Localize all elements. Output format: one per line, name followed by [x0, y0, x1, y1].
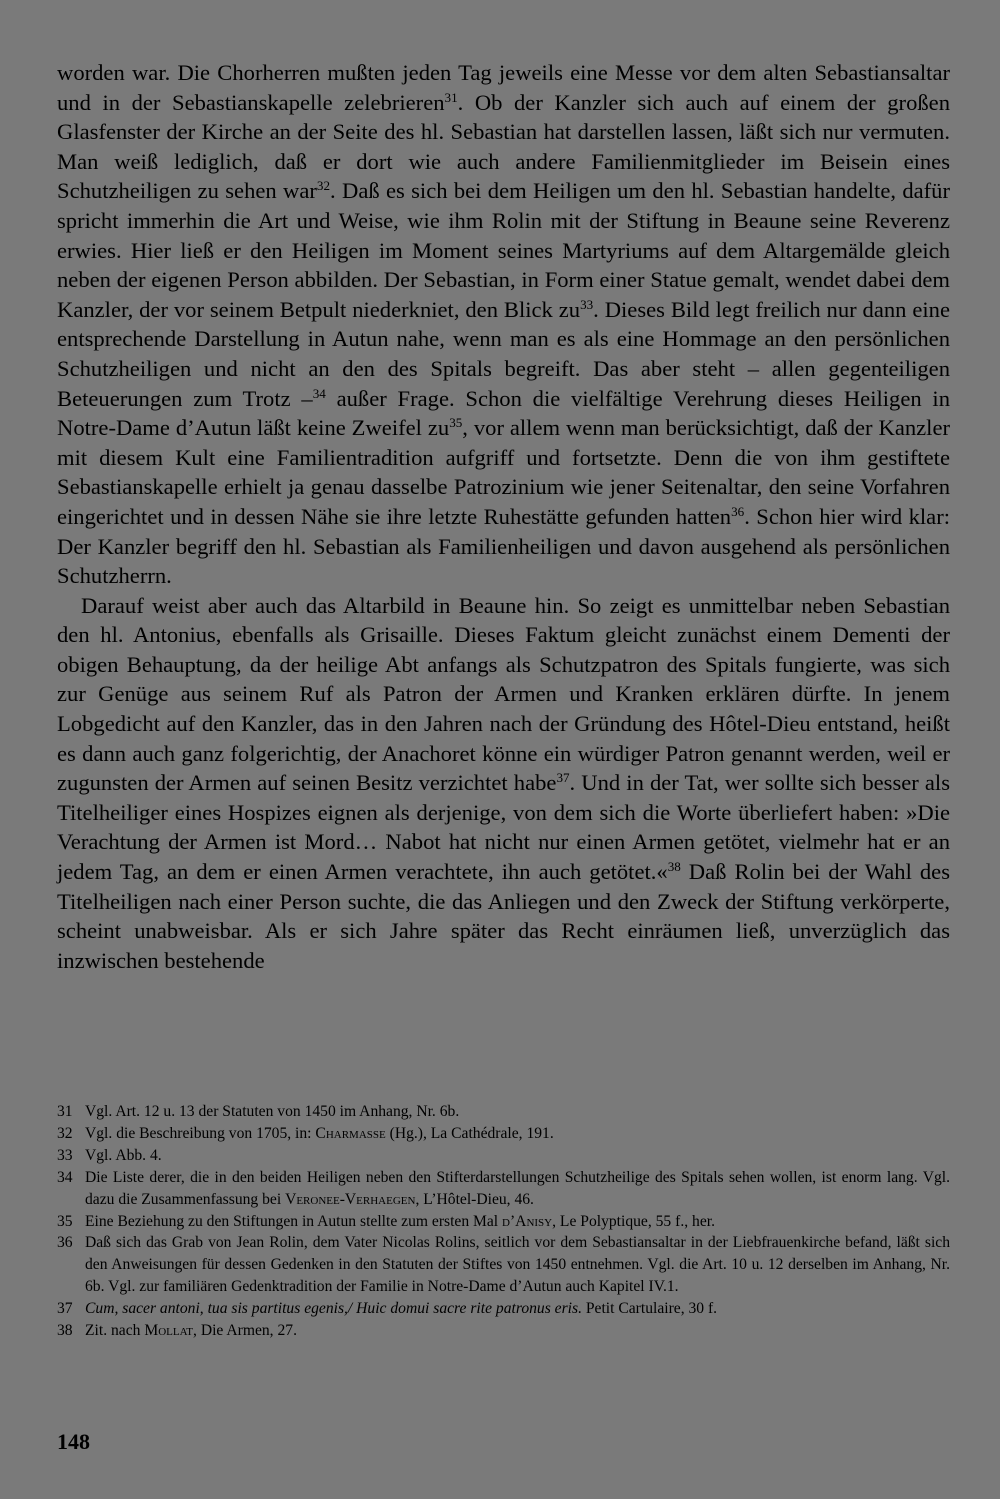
text-run: . Daß es sich bei dem Heiligen um den hl. Sebastian handelte, dafür spricht immerhin die Art und Weise, wie ihm Rolin mit der Stiftung in Beaune seine Reverenz erwies. Hier ließ er den Heiligen im Moment seines Martyriums auf dem Altargemälde gleich neben der eigenen Person abbilden. Der Sebastian, in Form einer Statue gemalt, wendet dabei dem Kanzler, der vor seinem Betpult niederkniet, den Blick zu [57, 178, 950, 322]
footnote-ref: 31 [444, 89, 458, 105]
footnote-number: 33 [57, 1146, 73, 1164]
page-number: 148 [57, 1429, 90, 1454]
footnote-ref: 34 [312, 385, 326, 401]
footnote-number: 38 [57, 1322, 73, 1340]
text-run: worden war. Die Chorherren mußten jeden Tag jeweils eine Messe vor dem alten Sebastiansaltar und in der Sebastianskapelle zelebrieren [57, 60, 950, 115]
text-run: Darauf weist aber auch das Altarbild in Beaune hin. So zeigt es unmittelbar neben Sebastian den hl. Antonius, ebenfalls als Grisaille. Dieses Faktum gleicht zunächst einem Dementi der obigen Behauptung, da der heilige Abt anfangs als Schutzpatron des Spitals fungierte, was sich zur Genüge aus seinem Ruf als Patron der Armen und Kranken erklären dürfte. In jenem Lobgedicht auf den Kanzler, das in den Jahren nach der Gründung des Hôtel-Dieu entstand, heißt es dann auch ganz folgerichtig, der Anachoret könne ein würdiger Patron genannt werden, weil er zugunsten der Armen auf seinen Besitz verzichtet habe [57, 592, 950, 796]
footnote-text: Zit. nach Mollat, Die Armen, 27. [85, 1322, 297, 1340]
footnote [57, 1145, 950, 1167]
footnote [57, 1123, 950, 1145]
footnote-number: 31 [57, 1103, 73, 1120]
footnotes [57, 1101, 950, 1342]
author-name: Mollat [144, 1322, 194, 1340]
footnote-text: Vgl. die Beschreibung von 1705, in: Charmasse (Hg.), La Cathédrale, 191. [85, 1124, 554, 1142]
footnote-ref: 37 [556, 770, 570, 786]
footnote-number: 37 [57, 1300, 73, 1318]
footnote-ref: 33 [580, 296, 594, 312]
text-run: Daß Rolin bei der Wahl des Titelheiligen nach einer Person suchte, die das Anliegen und den Zweck der Stiftung verkörperte, scheint unabweisbar. Als er sich Jahre später das Recht einräumen ließ, unverzüglich das inzwischen bestehende [57, 859, 950, 973]
author-name: d’Anisy [502, 1212, 553, 1230]
footnote-text: Vgl. Art. 12 u. 13 der Statuten von 1450 im Anhang, Nr. 6b. [85, 1103, 460, 1120]
footnote [57, 1320, 950, 1342]
footnote-ref: 35 [449, 415, 463, 430]
footnote [57, 1211, 950, 1233]
text-run: . Ob der Kanzler sich auch auf einem der großen Glasfenster der Kirche an der Seite des hl. Sebastian hat darstellen lassen, läßt sich nur vermuten. Man weiß lediglich, daß er dort wie auch andere Familienmitglieder im Beisein eines Schutzheiligen zu sehen war [57, 89, 950, 204]
footnote-text: Eine Beziehung zu den Stiftungen in Autun stellte zum ersten Mal d’Anisy, Le Polyptique, 55 f., her. [85, 1212, 715, 1230]
author-name: Charmasse [315, 1124, 386, 1142]
latin-quote: Cum, sacer antoni, tua sis partitus egenis,/ Huic domui sacre rite patronus eris. [85, 1300, 582, 1318]
paragraph-2 [57, 591, 950, 976]
footnote-text: Daß sich das Grab von Jean Rolin, dem Vater Nicolas Rolins, seitlich vor dem Sebastiansaltar in der Liebfrauenkirche befand, läßt sich den Anweisungen für dessen Gedenken in den Statuten der Stiftes von 1450 entnehmen. Vgl. die Art. 10 u. 12 derselben im Anhang, Nr. 6b. Vgl. zur familiären Gedenktradition der Familie in Notre-Dame d’Autun auch Kapitel IV.1. [85, 1234, 950, 1296]
footnote-ref: 32 [316, 178, 331, 194]
footnote [57, 1101, 950, 1123]
text-run: außer Frage. Schon die vielfältige Verehrung dieses Heiligen in Notre-Dame d’Autun läßt keine Zweifel zu [57, 385, 950, 441]
paragraph-1 [57, 58, 950, 591]
main-text [57, 58, 950, 975]
footnote-text: Cum, sacer antoni, tua sis partitus egenis,/ Huic domui sacre rite patronus eris. Petit Cartulaire, 30 f. [85, 1300, 718, 1318]
text-run: . Schon hier wird klar: Der Kanzler begriff den hl. Sebastian als Familienheiligen und davon ausgehend als persönlichen Schutzherrn. [57, 503, 951, 589]
text-run: , vor allem wenn man berücksichtigt, daß der Kanzler mit diesem Kult eine Familientradition aufgriff und fortsetzte. Denn die von ihm gestiftete Sebastianskapelle erhielt ja genau dasselbe Patrozinium wie jener Seitenaltar, den seine Vorfahren eingerichtet und in dessen Nähe sie ihre letzte Ruhestätte gefunden hatten [57, 415, 950, 529]
footnote-number: 32 [57, 1124, 73, 1142]
footnote-ref: 38 [667, 858, 681, 874]
text-run: . Dieses Bild legt freilich nur dann eine entsprechende Darstellung in Autun nahe, wenn man es als eine Hommage an den persönlichen Schutzheiligen und nicht an den des Spitals begreift. Das aber steht – allen gegenteiligen Beteuerungen zum Trotz – [57, 296, 951, 411]
footnote-ref: 36 [731, 503, 745, 519]
footnote-number: 35 [57, 1212, 73, 1230]
footnote-text: Vgl. Abb. 4. [85, 1146, 162, 1164]
footnote [57, 1167, 950, 1211]
footnote [57, 1298, 950, 1320]
text-run: . Und in der Tat, wer sollte sich besser als Titelheiliger eines Hospizes eignen als derjenige, von dem sich die Worte überliefert haben: »Die Verachtung der Armen ist Mord… Nabot hat nicht nur einen Armen getötet, vielmehr hat er an jedem Tag, an dem er einen Armen verachtete, ihn auch getötet.« [57, 770, 950, 885]
footnote-number: 34 [57, 1168, 73, 1186]
footnote [57, 1232, 950, 1298]
footnote-text: Die Liste derer, die in den beiden Heiligen neben den Stifterdarstellungen Schutzheilige des Spitals sehen wollen, ist enorm lang. Vgl. dazu die Zusammenfassung bei Veronee-Verhaegen, L’Hôtel-Dieu, 46. [85, 1168, 950, 1208]
author-name: Veronee-Verhaegen [285, 1190, 416, 1208]
footnote-number: 36 [57, 1234, 73, 1252]
